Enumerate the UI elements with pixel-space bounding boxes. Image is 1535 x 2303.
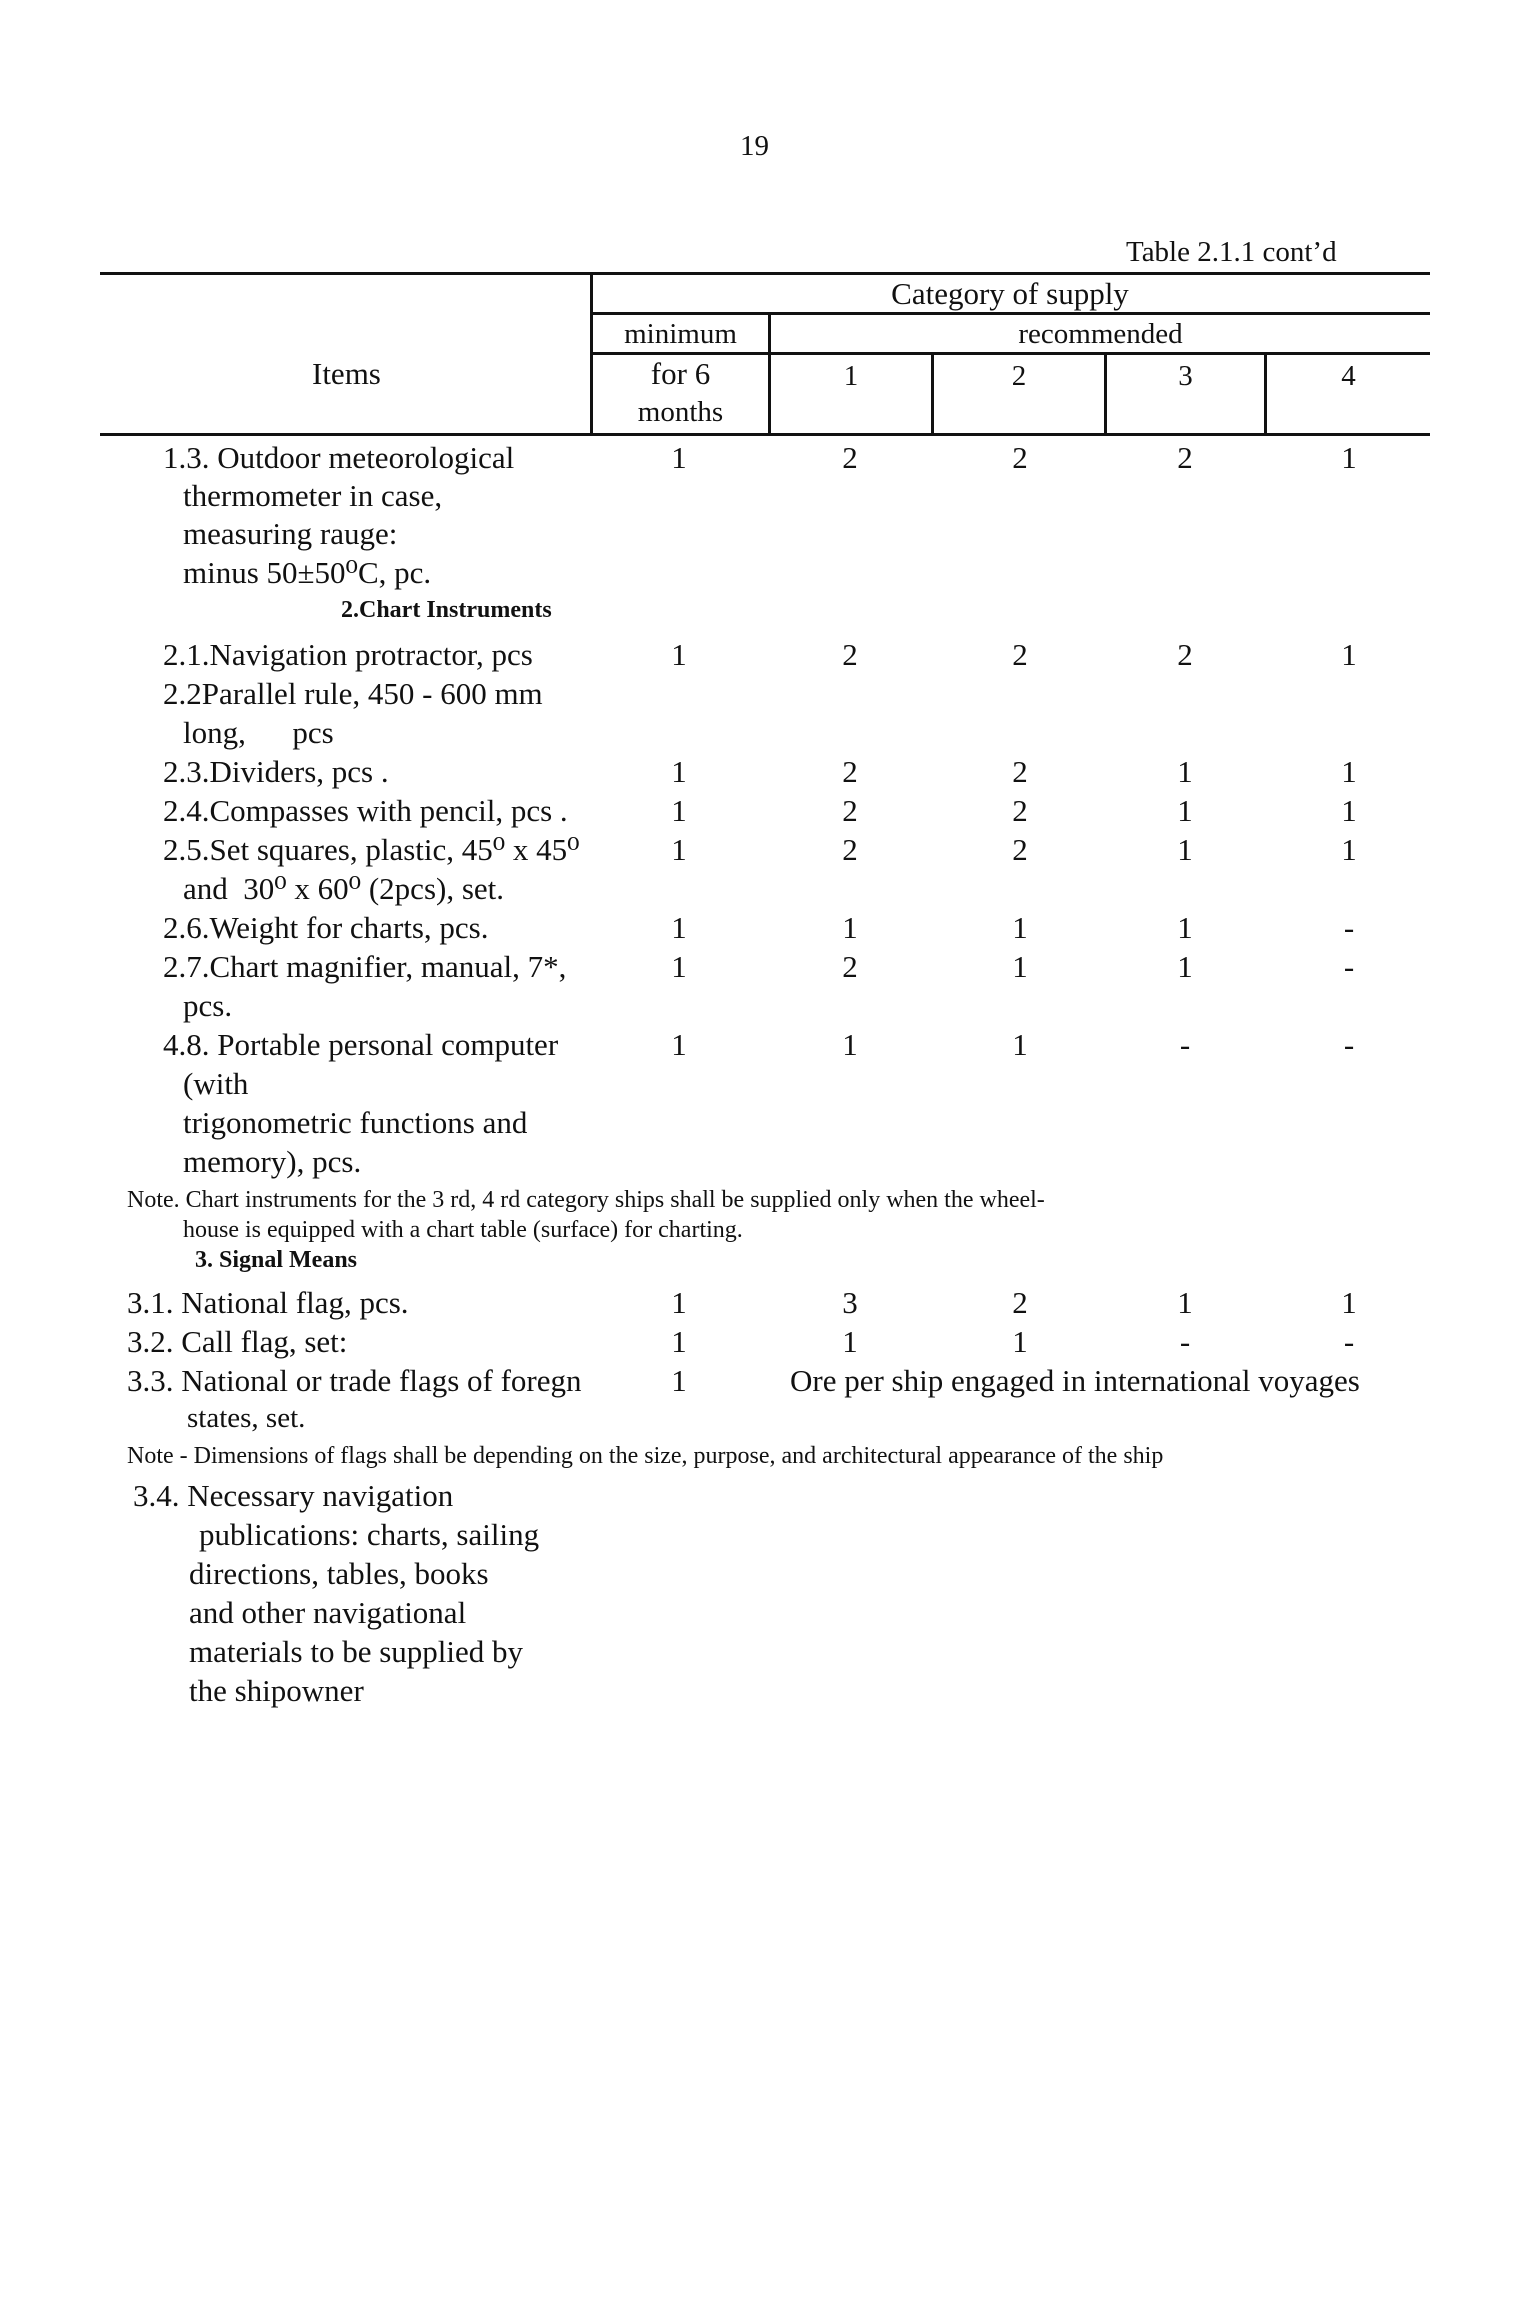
row-2-4-min: 1: [671, 793, 687, 828]
row-4-8-c1: 1: [842, 1027, 858, 1062]
row-2-4-c3: 1: [1177, 793, 1193, 828]
row-1-3-line-4: minus 50±50⁰C, pc.: [183, 555, 432, 590]
row-2-6-c2: 1: [1012, 910, 1028, 945]
row-2-7-line-2: pcs.: [183, 988, 233, 1023]
row-1-3-c4: 1: [1341, 440, 1357, 475]
row-3-1-c1: 3: [842, 1285, 858, 1320]
row-4-8-line-1: 4.8. Portable personal computer: [163, 1027, 559, 1062]
row-2-7-c4: -: [1343, 949, 1355, 984]
section-signal-means: 3. Signal Means: [195, 1247, 358, 1273]
row-3-1-min: 1: [671, 1285, 687, 1320]
row-2-6-min: 1: [671, 910, 687, 945]
row-2-5-c3: 1: [1177, 832, 1193, 867]
item-3-4-line-1: 3.4. Necessary navigation: [133, 1478, 454, 1513]
table-caption: Table 2.1.1 cont’d: [1126, 236, 1337, 268]
row-3-3-min: 1: [671, 1363, 687, 1398]
row-2-3-c2: 2: [1012, 754, 1028, 789]
row-1-3-c1: 2: [842, 440, 858, 475]
row-2-1-c4: 1: [1341, 637, 1357, 672]
row-2-3-c1: 2: [842, 754, 858, 789]
row-3-3-line-1: 3.3. National or trade flags of foregn: [127, 1363, 582, 1398]
row-2-3-min: 1: [671, 754, 687, 789]
row-3-2-line-1: 3.2. Call flag, set:: [127, 1324, 348, 1359]
item-3-4-line-3: directions, tables, books: [189, 1556, 489, 1591]
row-4-8-c4: -: [1343, 1027, 1355, 1062]
header-bottom-rule: [100, 433, 1430, 436]
row-4-8-c2: 1: [1012, 1027, 1028, 1062]
item-3-4-line-4: and other navigational: [189, 1595, 467, 1630]
row-1-3-c2: 2: [1012, 440, 1028, 475]
header-col-2: 2: [1011, 360, 1027, 392]
row-1-3-line-1: 1.3. Outdoor meteorological: [163, 440, 515, 475]
row-2-3-c3: 1: [1177, 754, 1193, 789]
row-1-3-line-3: measuring rauge:: [183, 516, 398, 551]
row-2-7-line-1: 2.7.Chart magnifier, manual, 7*,: [163, 949, 567, 984]
row-2-3-c4: 1: [1341, 754, 1357, 789]
row-3-3-span-text: Ore per ship engaged in international voyages: [790, 1363, 1360, 1398]
header-category-of-supply: Category of supply: [891, 276, 1129, 311]
row-2-4-c4: 1: [1341, 793, 1357, 828]
row-2-5-c2: 2: [1012, 832, 1028, 867]
row-3-2-min: 1: [671, 1324, 687, 1359]
row-2-1-c3: 2: [1177, 637, 1193, 672]
row-3-2-c4: -: [1343, 1324, 1355, 1359]
header-col-4: 4: [1341, 360, 1356, 392]
row-2-3-line-1: 2.3.Dividers, pcs .: [163, 754, 389, 789]
row-2-1-c2: 2: [1012, 637, 1028, 672]
row-1-3-c3: 2: [1177, 440, 1193, 475]
row-2-5-line-2: and 30⁰ x 60⁰ (2pcs), set.: [183, 871, 505, 906]
chart-note-line-2: house is equipped with a chart table (surface) for charting.: [183, 1217, 743, 1243]
header-recommended: recommended: [1018, 318, 1183, 350]
row-2-6-line-1: 2.6.Weight for charts, pcs.: [163, 910, 489, 945]
row-1-3-line-2: thermometer in case,: [183, 478, 443, 513]
header-top-rule: [100, 272, 1430, 275]
row-2-7-c1: 2: [842, 949, 858, 984]
row-2-5-line-1: 2.5.Set squares, plastic, 45⁰ x 45⁰: [163, 832, 580, 867]
row-3-2-c3: -: [1179, 1324, 1191, 1359]
item-3-4-line-2: publications: charts, sailing: [199, 1517, 540, 1552]
page-number: 19: [740, 130, 769, 162]
header-col-3: 3: [1178, 360, 1193, 392]
row-1-3-min: 1: [671, 440, 687, 475]
row-2-5-c1: 2: [842, 832, 858, 867]
row-2-1-line-1: 2.1.Navigation protractor, pcs: [163, 637, 533, 672]
header-col-1: 1: [843, 360, 859, 392]
row-2-1-c1: 2: [842, 637, 858, 672]
row-2-1-min: 1: [671, 637, 687, 672]
row-3-1-c2: 2: [1012, 1285, 1028, 1320]
row-2-6-c1: 1: [842, 910, 858, 945]
header-months: months: [637, 396, 724, 428]
header-for-6: for 6: [650, 356, 711, 391]
row-3-1-line-1: 3.1. National flag, pcs.: [127, 1285, 409, 1320]
row-3-1-c3: 1: [1177, 1285, 1193, 1320]
header-recommended-rule: [590, 352, 1430, 355]
header-minimum: minimum: [624, 318, 737, 350]
row-4-8-line-2: (with: [183, 1066, 249, 1101]
section-chart-instruments: 2.Chart Instruments: [341, 597, 552, 623]
header-items: Items: [312, 356, 381, 391]
row-3-2-c2: 1: [1012, 1324, 1028, 1359]
header-category-rule: [590, 312, 1430, 315]
row-2-5-min: 1: [671, 832, 687, 867]
chart-note-line-1: Note. Chart instruments for the 3 rd, 4 rd category ships shall be supplied only when the wheel-: [127, 1187, 1045, 1213]
row-2-5-c4: 1: [1341, 832, 1357, 867]
row-4-8-min: 1: [671, 1027, 687, 1062]
flags-note: Note - Dimensions of flags shall be depending on the size, purpose, and architectural appearance of the ship: [127, 1443, 1164, 1469]
row-2-7-c2: 1: [1012, 949, 1028, 984]
row-3-1-c4: 1: [1341, 1285, 1357, 1320]
row-2-4-line-1: 2.4.Compasses with pencil, pcs .: [163, 793, 568, 828]
item-3-4-line-5: materials to be supplied by: [189, 1634, 524, 1669]
row-2-4-c1: 2: [842, 793, 858, 828]
row-2-7-c3: 1: [1177, 949, 1193, 984]
row-2-2-line-2: long, pcs: [183, 715, 334, 750]
row-2-6-c4: -: [1343, 910, 1355, 945]
item-3-4-line-6: the shipowner: [189, 1673, 364, 1708]
row-2-4-c2: 2: [1012, 793, 1028, 828]
row-4-8-line-4: memory), pcs.: [183, 1144, 362, 1179]
row-4-8-line-3: trigonometric functions and: [183, 1105, 528, 1140]
row-3-2-c1: 1: [842, 1324, 858, 1359]
row-2-6-c3: 1: [1177, 910, 1193, 945]
row-2-2-line-1: 2.2Parallel rule, 450 - 600 mm: [163, 676, 543, 711]
row-4-8-c3: -: [1179, 1027, 1191, 1062]
row-2-7-min: 1: [671, 949, 687, 984]
row-3-3-line-2: states, set.: [187, 1402, 306, 1434]
